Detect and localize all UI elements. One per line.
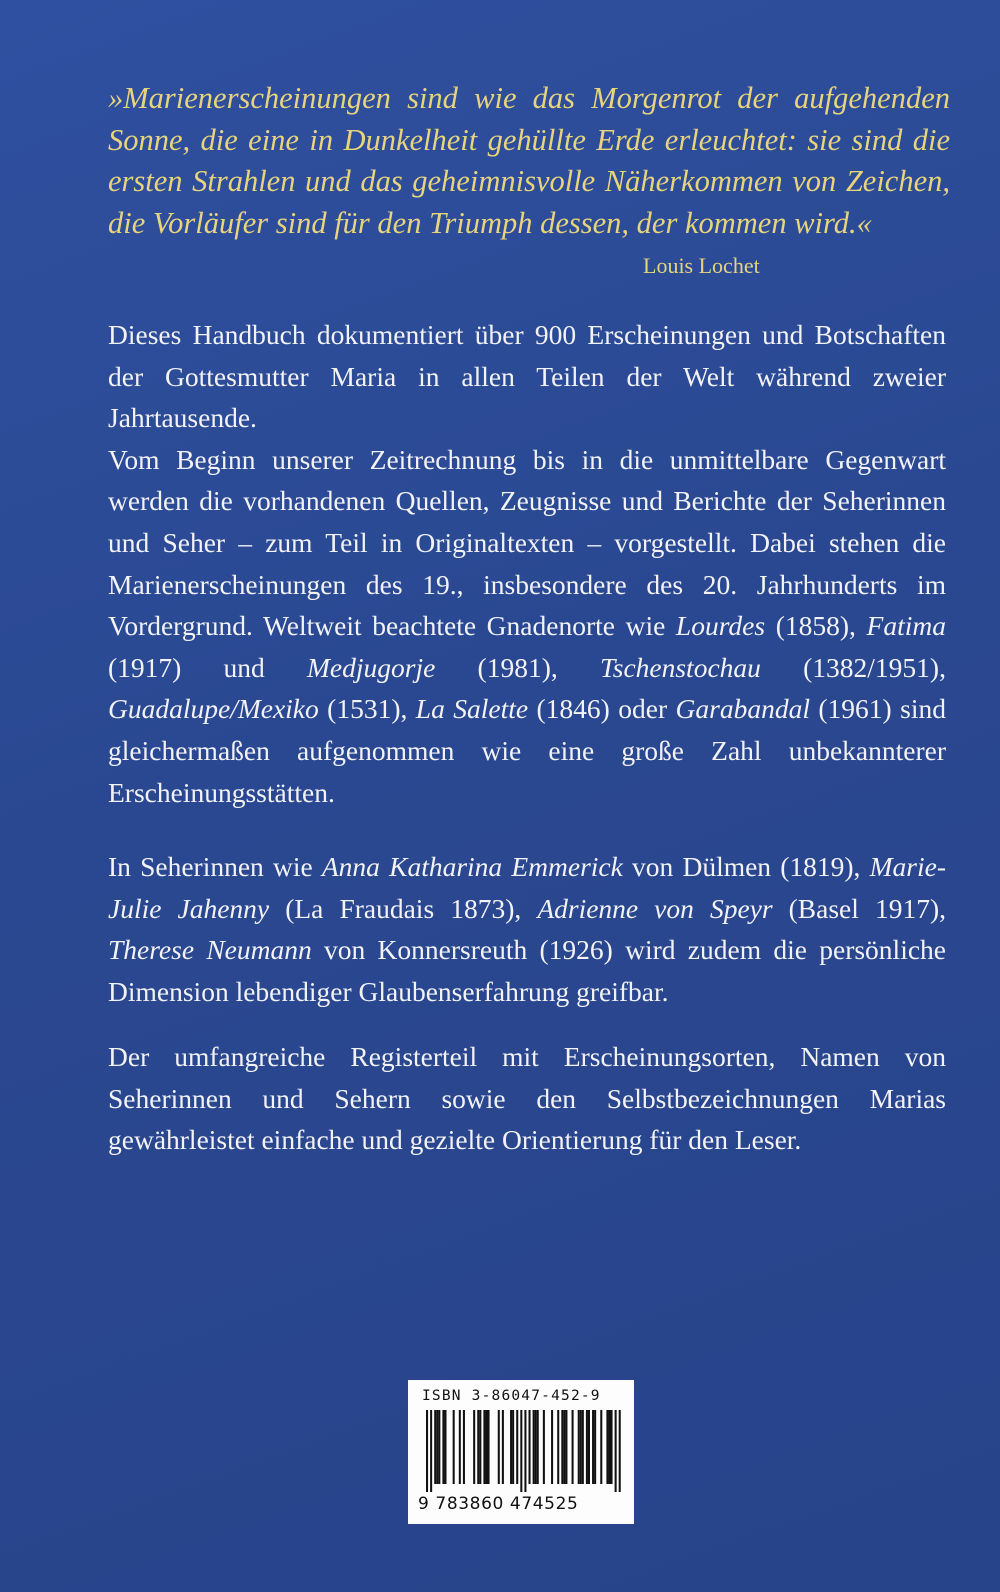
description-paragraph-3: Der umfangreiche Registerteil mit Erscheinungsorten, Namen von Seherinnen und Sehern sowie den Selbstbezeichnungen Marias gewährleistet einfache und gezielte Orientierung für den Leser. [108, 1041, 946, 1156]
ean-number: 9 783860 474525 [418, 1494, 579, 1514]
epigraph-quote: »Marienerscheinungen sind wie das Morgenrot der aufgehenden Sonne, die eine in Dunkelheit gehüllte Erde erleuchtet: sie sind die ersten Strahlen und das geheimnisvolle Näherkommen von Zeichen, die Vorläufer sind für den Triumph dessen, der kommen wird.« [108, 81, 950, 240]
barcode-bar [434, 1410, 436, 1484]
barcode-bar [582, 1410, 584, 1484]
year-text: (1981), [435, 651, 600, 683]
place-fatima: Fatima [866, 610, 946, 642]
barcode-bar [483, 1410, 485, 1484]
seer-emmerick: Anna Katharina Emmerick [321, 851, 623, 882]
barcode-bar [529, 1410, 531, 1484]
year-text: (1917) und [108, 651, 308, 683]
place-la-salette: La Salette [415, 693, 529, 725]
seer-detail-text: (La Fraudais 1873), [269, 892, 538, 924]
barcode-bar [535, 1410, 537, 1484]
barcode-bars [418, 1410, 624, 1492]
year-text: (1858), [765, 610, 867, 642]
place-guadalupe: Guadalupe/Mexiko [108, 693, 319, 725]
barcode-bar [520, 1410, 522, 1492]
barcode-bar [588, 1410, 590, 1484]
barcode-bar [479, 1410, 481, 1484]
seer-neumann: Therese Neumann [108, 934, 312, 966]
barcode-bar [524, 1410, 526, 1492]
intro-sentence: Dieses Handbuch dokumentiert über 900 Erscheinungen und Botschaften der Gottesmutter Maria in allen Teilen der Welt während zweier Jahrtausende. [108, 319, 946, 434]
seer-speyr: Adrienne von Speyr [537, 892, 773, 924]
barcode-bar [502, 1410, 504, 1484]
barcode-bar [594, 1410, 596, 1484]
barcode-bar [551, 1410, 553, 1484]
barcode-bar [615, 1410, 617, 1492]
barcode-bar [586, 1410, 588, 1484]
barcode-bar [510, 1410, 512, 1484]
barcode-bar [485, 1410, 487, 1484]
barcode-bar [543, 1410, 545, 1484]
barcode-bar [557, 1410, 559, 1484]
isbn-barcode [408, 1380, 634, 1524]
barcode-bar [600, 1410, 602, 1484]
barcode-bar [444, 1410, 446, 1484]
barcode-bar [488, 1410, 490, 1484]
barcode-bar [436, 1410, 438, 1484]
scope-text: Vom Beginn unserer Zeitrechnung bis in die unmittelbare Gegenwart werden die vorhandenen Quellen, Zeugnisse und Berichte der Seherinnen und Seher – zum Teil in Originaltexten – vorgestellt. Dabei stehen die Marienerscheinungen des 19., insbesondere des 20. Jahrhunderts im Vordergrund. Weltweit beachtete Gnadenorte wie [108, 443, 946, 642]
barcode-bar [438, 1410, 440, 1484]
description-paragraph-1 [108, 314, 946, 813]
barcode-bar [459, 1410, 461, 1484]
place-garabandal: Garabandal [675, 693, 810, 725]
barcode-bar [572, 1410, 574, 1484]
place-tschenstochau: Tschenstochau [599, 651, 761, 683]
barcode-bar [430, 1410, 432, 1492]
barcode-bar [563, 1410, 565, 1484]
year-text: (1846) oder [528, 693, 676, 725]
barcode-bar [477, 1410, 479, 1484]
barcode-bar [561, 1410, 563, 1484]
isbn-number: ISBN 3-86047-452-9 [422, 1388, 601, 1404]
barcode-bar [463, 1410, 465, 1484]
barcode-bar [516, 1410, 518, 1484]
seer-detail-text: von Dülmen (1819), [622, 851, 870, 882]
barcode-bar [565, 1410, 567, 1484]
barcode-bar [537, 1410, 539, 1484]
barcode-bar [592, 1410, 594, 1484]
year-text: (1382/1951), [760, 651, 946, 683]
barcode-bar [580, 1410, 582, 1484]
barcode-bar [533, 1410, 535, 1484]
year-text: (1531), [318, 693, 416, 725]
closing-text: (1961) sind gleichermaßen aufgenommen wie eine große Zahl unbekannterer Erscheinungsstätten. [108, 693, 946, 808]
seer-closing-text: von Konnersreuth (1926) wird zudem die persönliche Dimension lebendiger Glaubenserfahrung greifbar. [108, 934, 946, 1007]
seer-intro-text: In Seherinnen wie [108, 851, 322, 882]
barcode-bar [473, 1410, 475, 1484]
barcode-bar [606, 1410, 608, 1484]
barcode-bar [442, 1410, 444, 1484]
barcode-bar [498, 1410, 500, 1484]
seer-detail-text: (Basel 1917), [772, 892, 947, 924]
description-paragraph-2 [108, 846, 946, 1012]
quote-author: Louis Lochet [643, 253, 760, 278]
barcode-bar [608, 1410, 610, 1484]
barcode-bar [578, 1410, 580, 1484]
barcode-bar [619, 1410, 621, 1492]
barcode-bar [426, 1410, 428, 1492]
place-medjugorje: Medjugorje [307, 651, 436, 683]
barcode-bar [611, 1410, 613, 1484]
barcode-bar [512, 1410, 514, 1484]
barcode-bar [453, 1410, 455, 1484]
seer-jahenny: Marie-Julie Jahenny [108, 851, 946, 924]
place-lourdes: Lourdes [675, 610, 766, 642]
